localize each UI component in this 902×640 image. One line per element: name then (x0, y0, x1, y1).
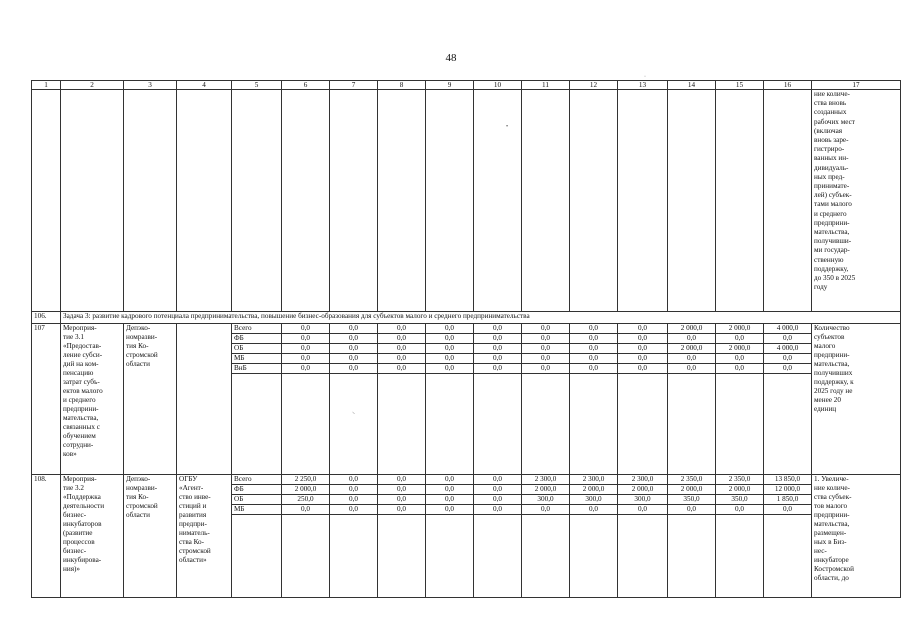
empty-cell (618, 374, 668, 475)
amount-value: 2 300,0 (618, 475, 668, 485)
measure-name: Мероприя- тие 3.2 «Поддержка деятельности бизнес- инкубаторов (развитие процессов бизнес- инкубирова- ния)» (61, 475, 124, 598)
empty-cell (378, 374, 426, 475)
amount-value: 0,0 (522, 324, 570, 334)
indicator-text: ние количе- ства вновь созданных рабочих мест (включая вновь заре- гистриро- ванных ин- дивидуаль- ных пред- принимате- лей) субъек- тами малого и среднего предприни- мательства, получивши- ми государ- ственную поддержку, до 350 в 2025 году (812, 90, 901, 312)
amount-value: 0,0 (378, 344, 426, 354)
amount-value: 0,0 (426, 344, 474, 354)
amount-value: 2 000,0 (570, 485, 618, 495)
indicator-text: 1. Увеличе- ние количе- ства субъек- тов малого предприни- мательства, размещен- ных в Биз- нес- инкубаторе Костромской области, до (812, 475, 901, 598)
amount-value: 2 000,0 (522, 485, 570, 495)
funding-source: ВнБ (232, 364, 282, 374)
empty-cell (764, 515, 812, 598)
amount-value: 0,0 (378, 364, 426, 374)
amount-value: 300,0 (522, 495, 570, 505)
amount-value: 0,0 (522, 334, 570, 344)
amount-value: 0,0 (474, 475, 522, 485)
funding-row (32, 324, 901, 334)
amount-value: 0,0 (570, 354, 618, 364)
amount-value: 0,0 (618, 324, 668, 334)
amount-value: 13 850,0 (764, 475, 812, 485)
amount-value: 1 850,0 (764, 495, 812, 505)
amount-value: 0,0 (282, 364, 330, 374)
amount-value: 350,0 (668, 495, 716, 505)
empty-cell (668, 374, 716, 475)
amount-value: 0,0 (522, 364, 570, 374)
empty-cell (570, 374, 618, 475)
amount-value: 2 000,0 (716, 324, 764, 334)
empty-cell (522, 515, 570, 598)
amount-value: 0,0 (716, 364, 764, 374)
empty-cell (330, 515, 378, 598)
amount-value: 0,0 (426, 475, 474, 485)
empty-cell (668, 515, 716, 598)
empty-cell (61, 90, 124, 312)
amount-value: 0,0 (378, 485, 426, 495)
column-number: 12 (570, 81, 618, 90)
empty-cell (282, 374, 330, 475)
column-number: 9 (426, 81, 474, 90)
amount-value: 0,0 (522, 354, 570, 364)
amount-value: 0,0 (474, 334, 522, 344)
amount-value: 0,0 (282, 354, 330, 364)
empty-cell (764, 374, 812, 475)
empty-cell (474, 90, 522, 312)
column-number: 8 (378, 81, 426, 90)
row-number: 107 (32, 324, 61, 475)
column-number: 1 (32, 81, 61, 90)
column-number: 10 (474, 81, 522, 90)
page-number: 48 (445, 52, 457, 64)
amount-value: 0,0 (330, 324, 378, 334)
amount-value: 0,0 (282, 324, 330, 334)
empty-cell (716, 90, 764, 312)
amount-value: 0,0 (618, 344, 668, 354)
amount-value: 0,0 (618, 334, 668, 344)
column-number: 11 (522, 81, 570, 90)
funding-source: МБ (232, 354, 282, 364)
funding-source: ОБ (232, 495, 282, 505)
empty-cell (474, 374, 522, 475)
amount-value: 0,0 (330, 354, 378, 364)
amount-value: 0,0 (378, 495, 426, 505)
amount-value: 0,0 (668, 364, 716, 374)
amount-value: 12 000,0 (764, 485, 812, 495)
empty-cell (32, 90, 61, 312)
amount-value: 0,0 (426, 334, 474, 344)
amount-value: 0,0 (570, 334, 618, 344)
amount-value: 0,0 (378, 354, 426, 364)
empty-cell (618, 515, 668, 598)
amount-value: 0,0 (618, 505, 668, 515)
amount-value: 0,0 (330, 505, 378, 515)
amount-value: 0,0 (618, 354, 668, 364)
amount-value: 0,0 (378, 324, 426, 334)
amount-value: 4 000,0 (764, 324, 812, 334)
amount-value: 2 250,0 (282, 475, 330, 485)
amount-value: 2 000,0 (668, 344, 716, 354)
amount-value: 0,0 (282, 344, 330, 354)
funding-source: МБ (232, 505, 282, 515)
amount-value: 0,0 (378, 334, 426, 344)
empty-cell (232, 515, 282, 598)
empty-cell (668, 90, 716, 312)
row-number: 106. (32, 312, 61, 324)
column-number: 3 (124, 81, 177, 90)
amount-value: 0,0 (330, 364, 378, 374)
amount-value: 0,0 (378, 475, 426, 485)
column-number: 6 (282, 81, 330, 90)
funding-source: ФБ (232, 334, 282, 344)
scan-speck: · (644, 74, 646, 80)
column-number: 14 (668, 81, 716, 90)
amount-value: 0,0 (668, 334, 716, 344)
column-number: 7 (330, 81, 378, 90)
executor: Депэко- номразви- тия Ко- стромской области (124, 475, 177, 598)
amount-value: 0,0 (282, 334, 330, 344)
empty-cell (764, 90, 812, 312)
amount-value: 0,0 (522, 344, 570, 354)
row-number: 108. (32, 475, 61, 598)
measure-name: Мероприя- тие 3.1 «Предостав- ление субси- дий на ком- пенсацию затрат субъ- ектов малого и среднего предприни- мательства, связанных с обучением сотрудни- ков» (61, 324, 124, 475)
executor: Депэко- номразви- тия Ко- стромской области (124, 324, 177, 475)
amount-value: 0,0 (474, 505, 522, 515)
amount-value: 0,0 (764, 364, 812, 374)
scan-speck: ⸌ (352, 412, 356, 418)
empty-cell (124, 90, 177, 312)
column-number: 13 (618, 81, 668, 90)
amount-value: 300,0 (570, 495, 618, 505)
task-row (32, 312, 901, 324)
amount-value: 0,0 (330, 485, 378, 495)
amount-value: 0,0 (764, 354, 812, 364)
funding-source: ФБ (232, 485, 282, 495)
amount-value: 0,0 (716, 505, 764, 515)
amount-value: 0,0 (474, 354, 522, 364)
task-text: Задача 3: развитие кадрового потенциала предпринимательства, повышение бизнес-образования для субъектов малого и среднего предпринимательства (61, 312, 901, 324)
amount-value: 0,0 (764, 505, 812, 515)
amount-value: 0,0 (330, 334, 378, 344)
amount-value: 0,0 (426, 495, 474, 505)
amount-value: 2 000,0 (282, 485, 330, 495)
amount-value: 0,0 (426, 485, 474, 495)
column-number: 2 (61, 81, 124, 90)
amount-value: 0,0 (378, 505, 426, 515)
amount-value: 0,0 (426, 364, 474, 374)
empty-cell (330, 374, 378, 475)
empty-cell (232, 90, 282, 312)
amount-value: 2 300,0 (570, 475, 618, 485)
amount-value: 0,0 (474, 495, 522, 505)
amount-value: 0,0 (474, 344, 522, 354)
amount-value: 2 000,0 (668, 485, 716, 495)
empty-cell (570, 515, 618, 598)
amount-value: 2 350,0 (668, 475, 716, 485)
amount-value: 0,0 (716, 334, 764, 344)
empty-cell (474, 515, 522, 598)
continuation-row (32, 90, 901, 312)
empty-cell (522, 374, 570, 475)
column-number: 16 (764, 81, 812, 90)
amount-value: 0,0 (668, 354, 716, 364)
empty-cell (282, 90, 330, 312)
empty-cell (330, 90, 378, 312)
column-number: 4 (177, 81, 232, 90)
funding-source: Всего (232, 475, 282, 485)
column-number: 17 (812, 81, 901, 90)
amount-value: 0,0 (522, 505, 570, 515)
amount-value: 0,0 (474, 324, 522, 334)
indicator-text: Количество субъектов малого предприни- мательства, получивших поддержку, к 2025 году не менее 20 единиц (812, 324, 901, 475)
amount-value: 0,0 (570, 324, 618, 334)
empty-cell (426, 515, 474, 598)
amount-value: 0,0 (570, 505, 618, 515)
column-number-row (32, 81, 901, 90)
empty-cell (378, 90, 426, 312)
amount-value: 0,0 (618, 364, 668, 374)
empty-cell (177, 90, 232, 312)
empty-cell (570, 90, 618, 312)
funding-row (32, 475, 901, 485)
amount-value: 0,0 (330, 475, 378, 485)
column-number: 5 (232, 81, 282, 90)
amount-value: 0,0 (474, 485, 522, 495)
participant: ОГБУ «Агент- ство инве- стиций и развития предпри- ниматель- ства Ко- стромской области» (177, 475, 232, 598)
funding-source: ОБ (232, 344, 282, 354)
empty-cell (618, 90, 668, 312)
amount-value: 2 300,0 (522, 475, 570, 485)
amount-value: 2 000,0 (618, 485, 668, 495)
amount-value: 0,0 (330, 344, 378, 354)
amount-value: 250,0 (282, 495, 330, 505)
empty-cell (716, 515, 764, 598)
empty-cell (716, 374, 764, 475)
amount-value: 0,0 (716, 354, 764, 364)
amount-value: 4 000,0 (764, 344, 812, 354)
amount-value: 300,0 (618, 495, 668, 505)
amount-value: 2 000,0 (716, 344, 764, 354)
amount-value: 0,0 (330, 495, 378, 505)
empty-cell (522, 90, 570, 312)
amount-value: 350,0 (716, 495, 764, 505)
funding-source: Всего (232, 324, 282, 334)
amount-value: 0,0 (282, 505, 330, 515)
empty-cell (426, 90, 474, 312)
empty-cell (378, 515, 426, 598)
amount-value: 0,0 (570, 344, 618, 354)
amount-value: 2 000,0 (668, 324, 716, 334)
amount-value: 0,0 (426, 505, 474, 515)
empty-cell (426, 374, 474, 475)
amount-value: 0,0 (764, 334, 812, 344)
empty-cell (232, 374, 282, 475)
column-number: 15 (716, 81, 764, 90)
amount-value: 0,0 (474, 364, 522, 374)
program-table (31, 80, 897, 598)
amount-value: 0,0 (570, 364, 618, 374)
empty-cell (282, 515, 330, 598)
amount-value: 0,0 (426, 354, 474, 364)
scan-speck: • (506, 124, 509, 130)
amount-value: 0,0 (426, 324, 474, 334)
amount-value: 2 000,0 (716, 485, 764, 495)
participant (177, 324, 232, 475)
amount-value: 2 350,0 (716, 475, 764, 485)
amount-value: 0,0 (668, 505, 716, 515)
